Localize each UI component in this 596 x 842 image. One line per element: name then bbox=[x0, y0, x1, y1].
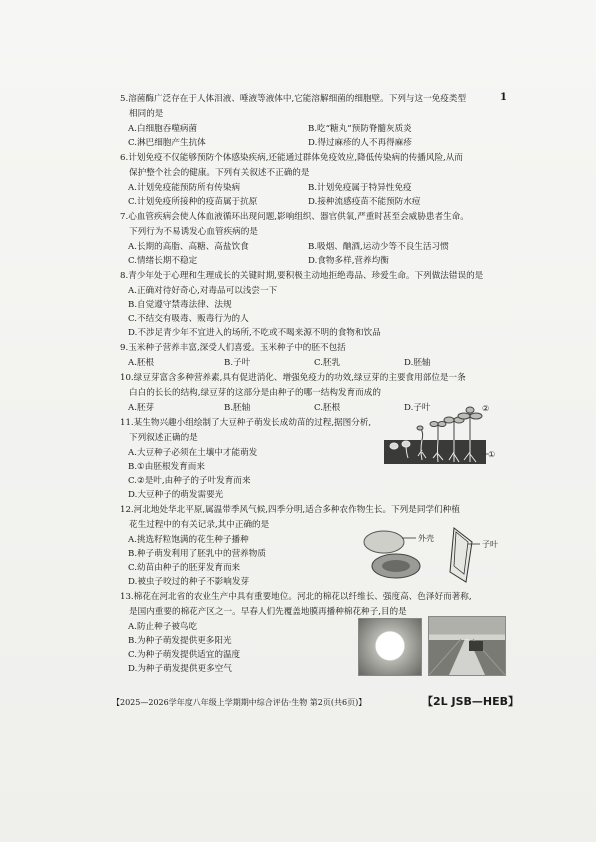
option-a: A.正确对待好奇心,对毒品可以浅尝一下 bbox=[128, 286, 278, 296]
question-5 bbox=[120, 92, 492, 122]
question-9-line: 9.玉米种子营养丰富,深受人们喜爱。玉米种子中的胚不包括 bbox=[120, 343, 346, 353]
option-a: A.计划免疫能预防所有传染病 bbox=[128, 183, 241, 193]
option-d: D.得过麻疹的人不再得麻疹 bbox=[308, 138, 412, 148]
question-5-line: 相同的是 bbox=[129, 109, 164, 119]
question-11-line: 11.某生物兴趣小组绘制了大豆种子萌发长成幼苗的过程,据图分析, bbox=[120, 418, 372, 428]
option-b: B.子叶 bbox=[224, 358, 251, 368]
option-d: D.为种子萌发提供更多空气 bbox=[128, 664, 232, 674]
edge-mark: 1 bbox=[500, 92, 507, 103]
option-b: B.自觉遵守禁毒法律、法规 bbox=[128, 300, 232, 310]
cotton-boll-photo bbox=[358, 618, 422, 676]
option-a: A.大豆种子必须在土壤中才能萌发 bbox=[128, 448, 258, 458]
option-a: A.挑选籽粒饱满的花生种子播种 bbox=[128, 535, 249, 545]
option-c: C.胚根 bbox=[314, 403, 341, 413]
question-10-line: 10.绿豆芽富含多种营养素,具有促进消化、增强免疫力的功效,绿豆芽的主要食用部位是一条 bbox=[120, 373, 466, 383]
question-12-line: 12.河北地处华北平原,属温带季风气候,四季分明,适合多种农作物生长。下列是同学们种植 bbox=[120, 505, 460, 515]
option-a: A.白细胞吞噬病菌 bbox=[128, 124, 198, 134]
option-b: B.计划免疫属于特异性免疫 bbox=[308, 183, 412, 193]
question-7-line: 7.心血管疾病会使人体血液循环出现问题,影响组织、器官供氧,严重时甚至会威胁患者生命。 bbox=[120, 212, 469, 222]
option-b: B.为种子萌发提供更多阳光 bbox=[128, 636, 232, 646]
option-b: B.种子萌发利用了胚乳中的营养物质 bbox=[128, 549, 266, 559]
question-10-line: 白白的长长的结构,绿豆芽的这部分是由种子的哪一结构发育而成的 bbox=[129, 388, 381, 398]
question-9 bbox=[120, 341, 492, 356]
question-13-line: 13.棉花在河北省的农业生产中具有重要地位。河北的棉花以纤维长、强度高、色泽好而著称, bbox=[120, 592, 472, 602]
question-7-line: 下列行为不易诱发心血管疾病的是 bbox=[129, 227, 258, 237]
paper-code: 【2L JSB—HEB】 bbox=[422, 695, 519, 708]
question-6 bbox=[120, 151, 492, 181]
question-8-line: 8.青少年处于心理和生理成长的关键时期,要积极主动地拒绝毒品、珍爱生命。下列做法错误的是 bbox=[120, 271, 484, 281]
option-d: D.接种流感疫苗不能预防水痘 bbox=[308, 197, 421, 207]
peanut-shell bbox=[364, 531, 404, 553]
option-c: C.计划免疫所接种的疫苗属于抗原 bbox=[128, 197, 258, 207]
option-c: C.为种子萌发提供适宜的温度 bbox=[128, 650, 241, 660]
question-13-line: 是国内重要的棉花产区之一。早春人们先覆盖地膜再播种棉花种子,目的是 bbox=[129, 607, 407, 617]
option-a: A.胚根 bbox=[128, 358, 155, 368]
option-a: A.长期的高脂、高糖、高盐饮食 bbox=[128, 242, 249, 252]
option-b: B.吃“糖丸”预防脊髓灰质炎 bbox=[308, 124, 412, 134]
option-a: A.胚芽 bbox=[128, 403, 155, 413]
option-d: D.食物多样,营养均衡 bbox=[308, 256, 389, 266]
option-c: C.②是叶,由种子的子叶发育而来 bbox=[128, 476, 251, 486]
option-d: D.子叶 bbox=[404, 403, 431, 413]
label-cotyledon: 子叶 bbox=[482, 540, 498, 549]
option-d: D.被虫子咬过的种子不影响发芽 bbox=[128, 577, 250, 587]
peanut-seed-figure bbox=[356, 520, 506, 588]
option-d: D.胚轴 bbox=[404, 358, 431, 368]
question-12-line: 花生过程中的有关记录,其中正确的是 bbox=[129, 520, 270, 530]
label-2: ② bbox=[482, 404, 490, 413]
question-8 bbox=[120, 269, 492, 284]
label-shell: 外壳 bbox=[418, 534, 434, 543]
option-c: C.情绪长期不稳定 bbox=[128, 256, 198, 266]
option-b: B.①由胚根发育而来 bbox=[128, 462, 205, 472]
option-c: C.胚乳 bbox=[314, 358, 341, 368]
question-5-line: 5.溶菌酶广泛存在于人体泪液、唾液等液体中,它能溶解细菌的细胞壁。下列与这一免疫类型 bbox=[120, 94, 467, 104]
option-b: B.吸烟、酗酒,运动少等不良生活习惯 bbox=[308, 242, 449, 252]
option-c: C.幼苗由种子的胚芽发育而来 bbox=[128, 563, 241, 573]
question-6-line: 6.计划免疫不仅能够预防个体感染疾病,还能通过群体免疫效应,降低传染病的传播风险,从而 bbox=[120, 153, 463, 163]
soybean-germination-figure bbox=[378, 404, 498, 478]
option-d: D.不涉足青少年不宜进入的场所,不吃或不喝来源不明的食物和饮品 bbox=[128, 328, 381, 338]
question-10 bbox=[120, 371, 492, 401]
option-c: C.不结交有吸毒、贩毒行为的人 bbox=[128, 314, 249, 324]
label-1: ① bbox=[488, 450, 496, 459]
option-a: A.防止种子被鸟吃 bbox=[128, 622, 198, 632]
option-c: C.淋巴细胞产生抗体 bbox=[128, 138, 206, 148]
question-6-line: 保护整个社会的健康。下列有关叙述不正确的是 bbox=[129, 168, 310, 178]
page-footer: 【2025—2026学年度八年级上学期期中综合评估·生物 第2页(共6页)】 bbox=[112, 698, 367, 707]
soil-block bbox=[384, 440, 486, 464]
shoot-stages bbox=[417, 407, 482, 440]
question-7 bbox=[120, 210, 492, 240]
option-d: D.大豆种子的萌发需要光 bbox=[128, 490, 224, 500]
question-11-line: 下列叙述正确的是 bbox=[129, 433, 198, 443]
option-b: B.胚轴 bbox=[224, 403, 251, 413]
plastic-mulch-field-photo bbox=[428, 616, 506, 676]
